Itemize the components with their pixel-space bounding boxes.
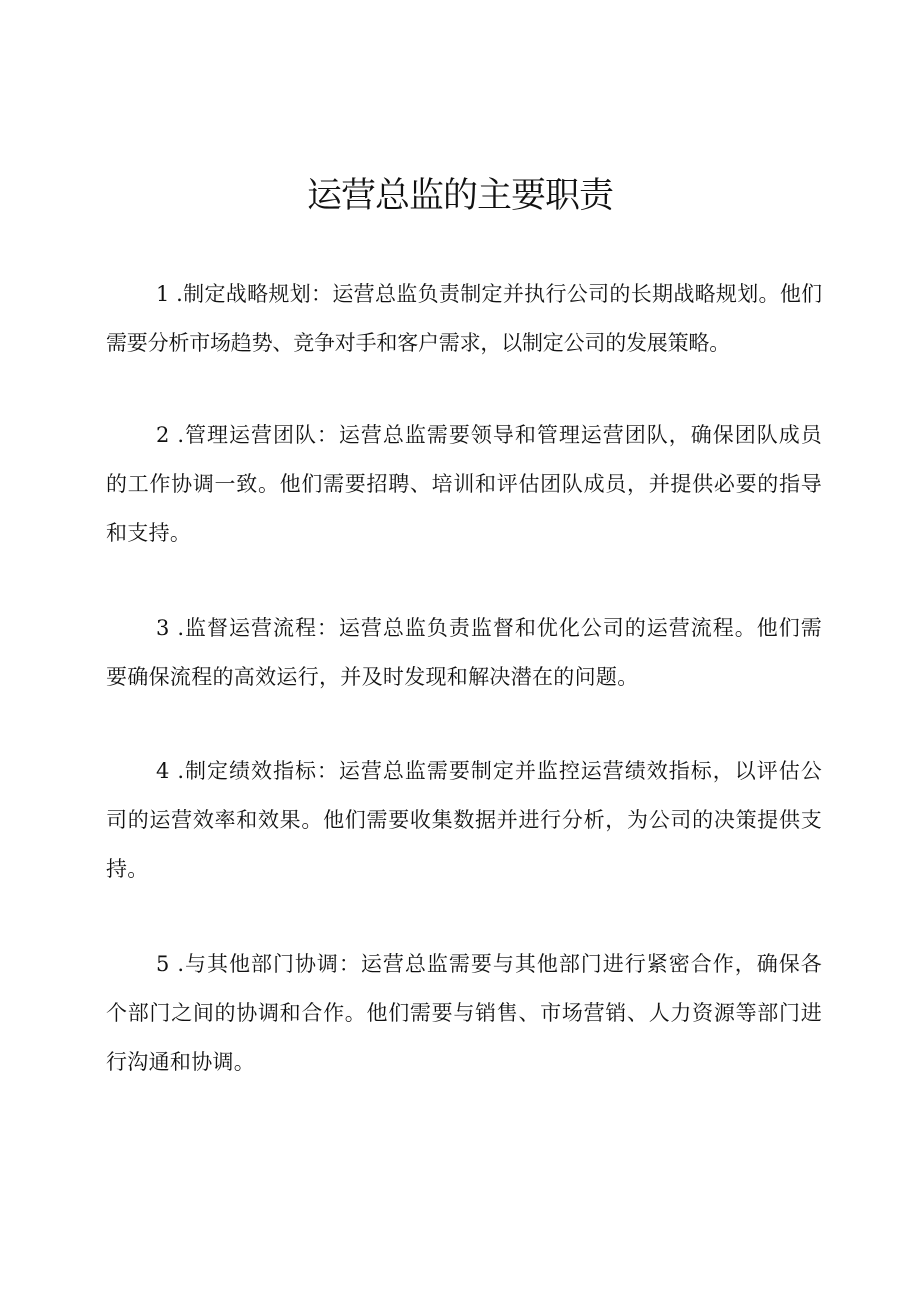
section-text: 制定绩效指标：运营总监需要制定并监控运营绩效指标，以评估公司的运营效率和效果。他们需要收集数据并进行分析，为公司的决策提供支持。 <box>106 759 822 881</box>
section-5 <box>106 940 822 1087</box>
section-text: 监督运营流程：运营总监负责监督和优化公司的运营流程。他们需要确保流程的高效运行，并及时发现和解决潜在的问题。 <box>106 616 822 689</box>
section-text: 与其他部门协调：运营总监需要与其他部门进行紧密合作，确保各个部门之间的协调和合作。他们需要与销售、市场营销、人力资源等部门进行沟通和协调。 <box>106 952 822 1074</box>
section-number: 1 . <box>156 282 183 306</box>
section-number: 4 . <box>156 759 185 783</box>
section-text: 制定战略规划：运营总监负责制定并执行公司的长期战略规划。他们需要分析市场趋势、竞争对手和客户需求，以制定公司的发展策略。 <box>106 282 822 355</box>
section-3 <box>106 604 822 702</box>
document-title: 运营总监的主要职责 <box>306 176 613 216</box>
section-text: 管理运营团队：运营总监需要领导和管理运营团队，确保团队成员的工作协调一致。他们需要招聘、培训和评估团队成员，并提供必要的指导和支持。 <box>106 423 822 545</box>
section-4 <box>106 747 822 894</box>
section-2 <box>106 411 822 558</box>
section-number: 2 . <box>156 423 185 447</box>
section-number: 5 . <box>156 952 185 976</box>
section-number: 3 . <box>156 616 185 640</box>
section-1 <box>106 270 822 368</box>
